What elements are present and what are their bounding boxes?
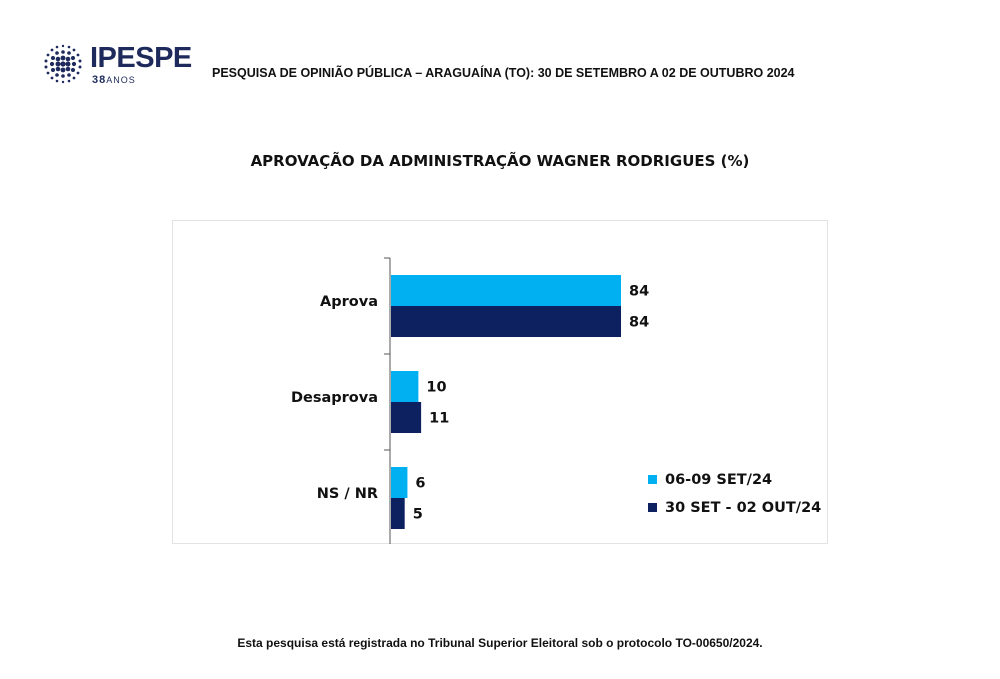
logo-years-word: ANOS (106, 75, 136, 85)
data-label: 10 (426, 379, 447, 396)
legend-label: 30 SET - 02 OUT/24 (665, 500, 822, 516)
ipespe-logo (42, 40, 192, 86)
bar (391, 275, 621, 306)
bar (391, 306, 621, 337)
legend-swatch (648, 503, 657, 512)
category-label: NS / NR (316, 486, 378, 502)
data-label: 5 (412, 506, 423, 523)
survey-header-title: PESQUISA DE OPINIÃO PÚBLICA – ARAGUAÍNA (TO): 30 DE SETEMBRO A 02 DE OUTUBRO 2024 (212, 66, 795, 80)
bar-chart (172, 220, 828, 544)
category-label: Desaprova (290, 390, 378, 406)
data-label: 84 (629, 314, 650, 331)
legend-swatch (648, 475, 657, 484)
data-label: 6 (415, 475, 426, 492)
bar (391, 498, 405, 529)
logo-dot-globe-icon (42, 42, 84, 84)
data-label: 11 (429, 410, 450, 427)
bar (391, 371, 418, 402)
legend-label: 06-09 SET/24 (665, 472, 773, 488)
footer-registration-note: Esta pesquisa está registrada no Tribunal Superior Eleitoral sob o protocolo TO-00650/2024. (237, 636, 763, 650)
logo-years-number: 38 (92, 74, 107, 86)
data-label: 84 (629, 283, 650, 300)
bar (391, 467, 407, 498)
logo-name: IPESPE (90, 42, 192, 74)
logo-tagline (92, 74, 136, 86)
chart-title: APROVAÇÃO DA ADMINISTRAÇÃO WAGNER RODRIGUES (%) (250, 152, 750, 170)
bar (391, 402, 421, 433)
category-label: Aprova (320, 294, 378, 310)
